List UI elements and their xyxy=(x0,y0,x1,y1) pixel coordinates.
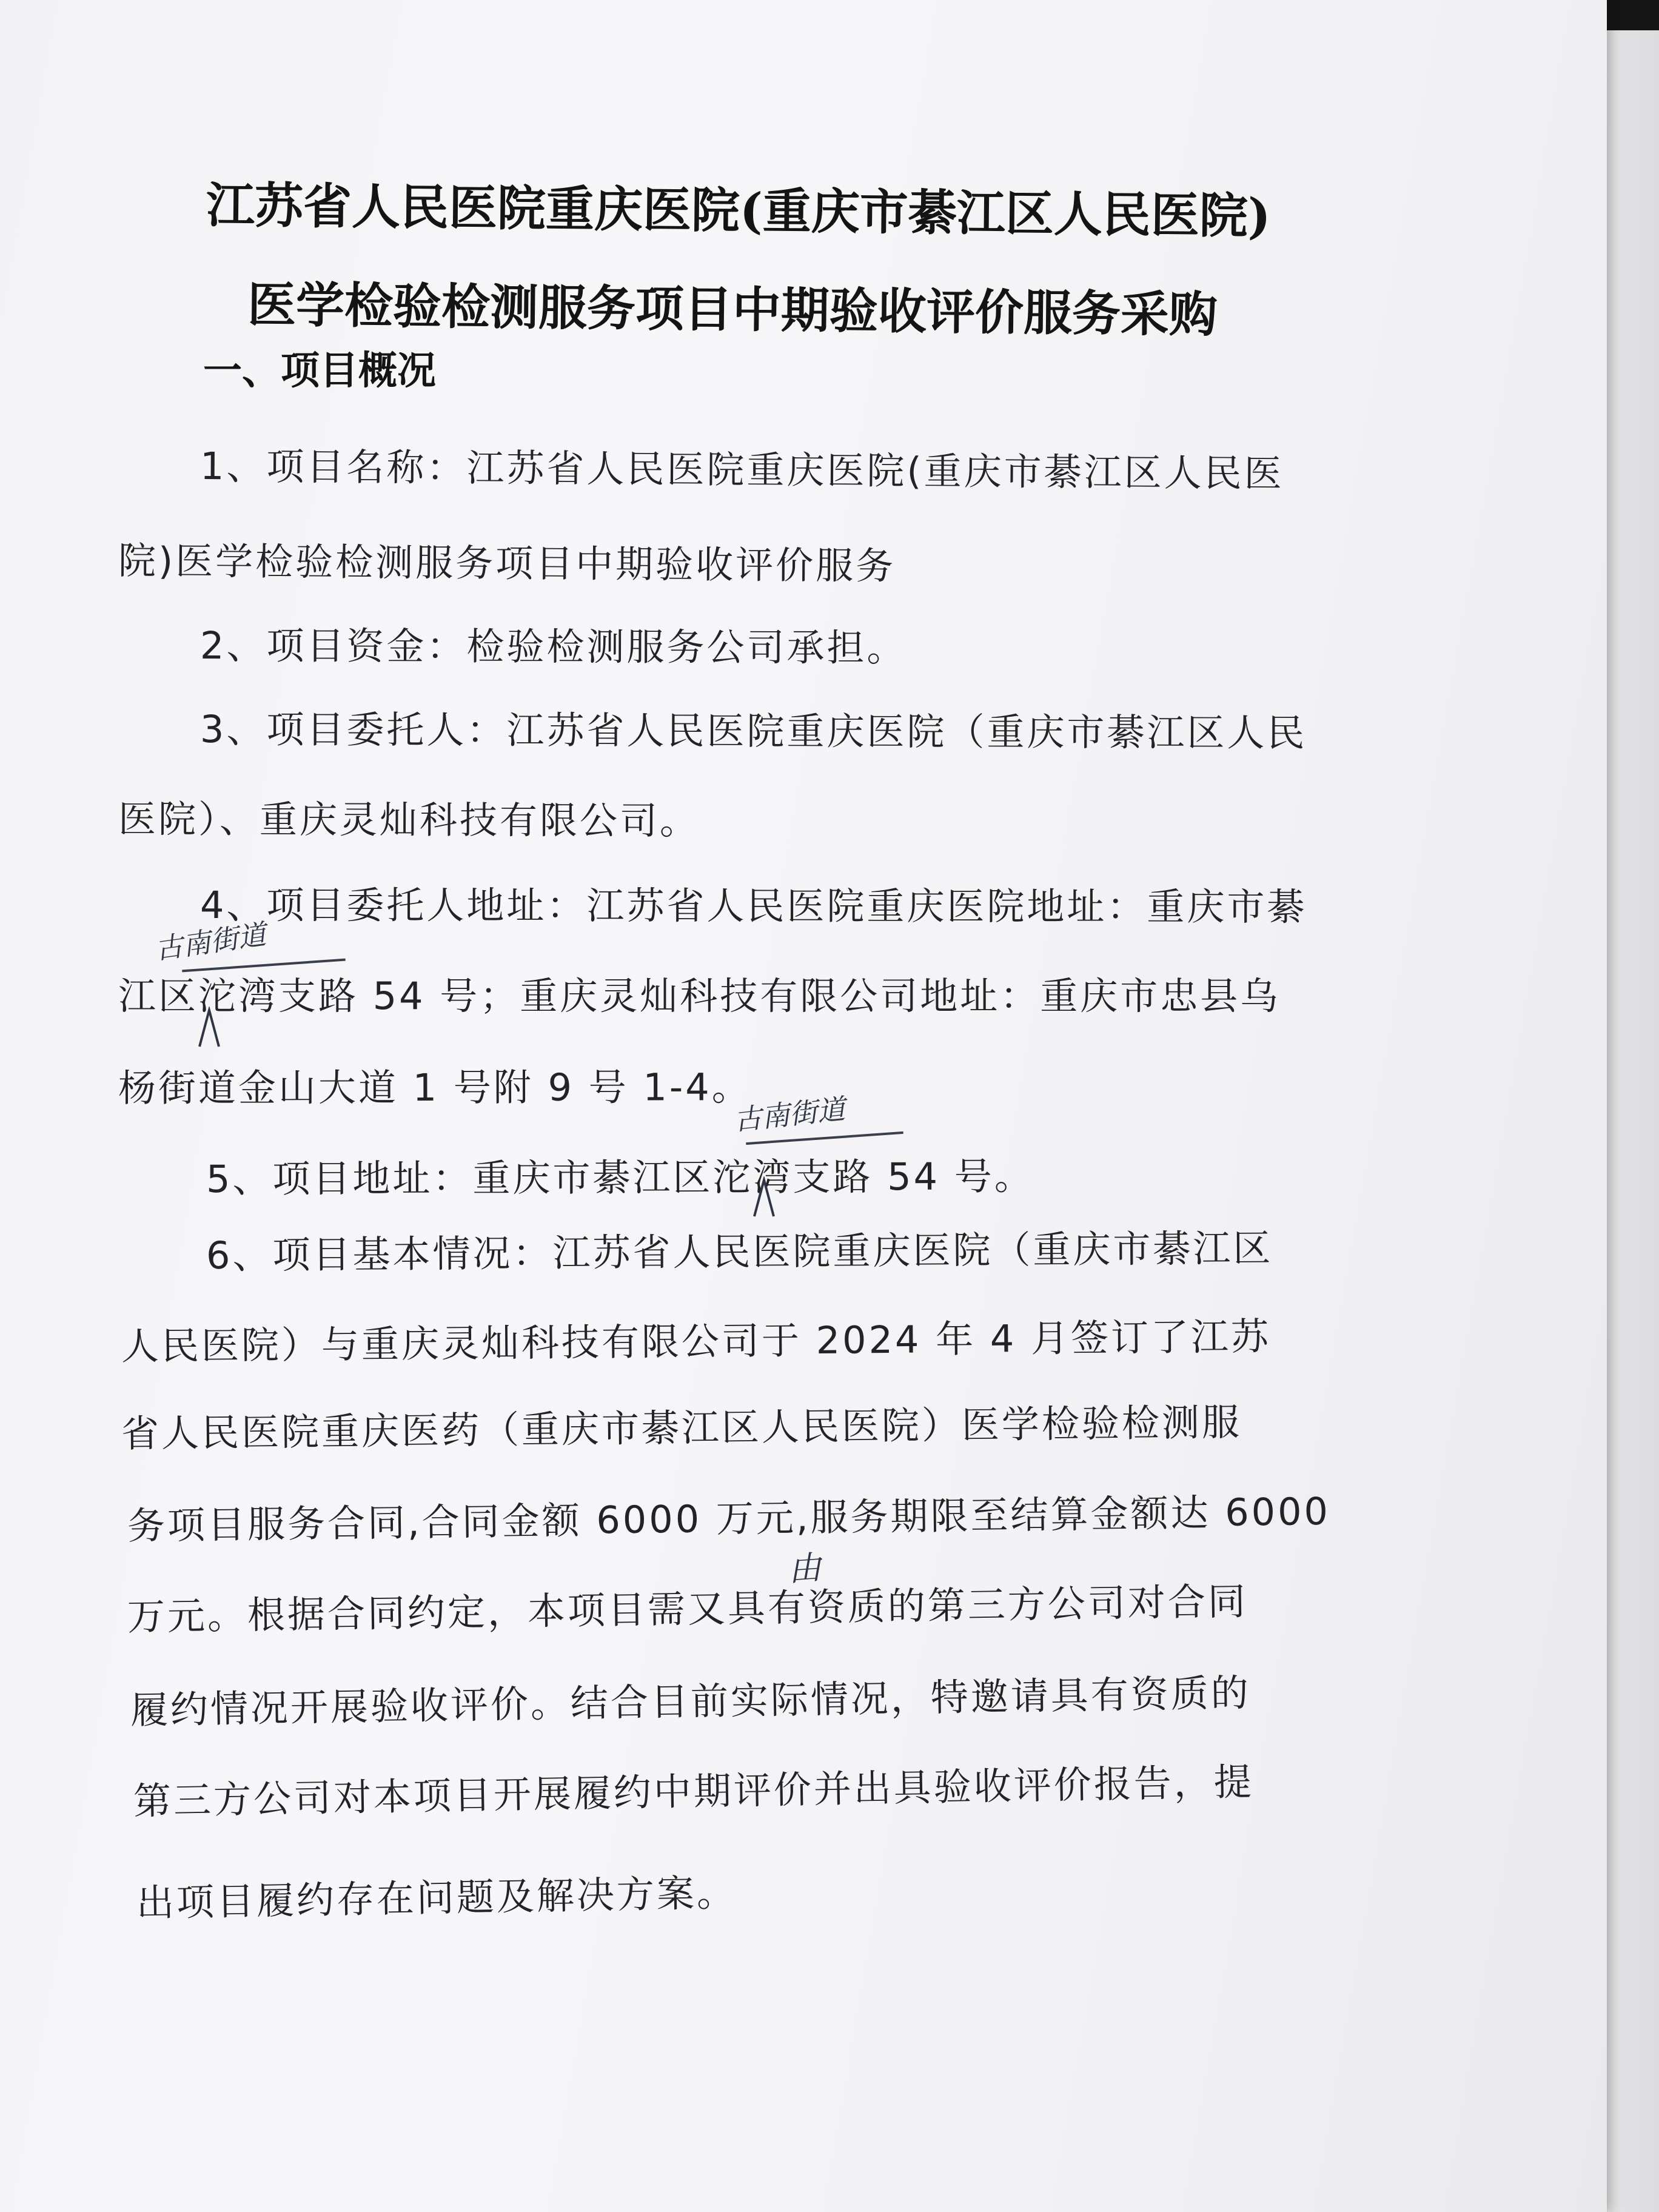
underline-stroke-1 xyxy=(182,959,346,973)
text-line-2: 院)医学检验检测服务项目中期验收评价服务 xyxy=(118,538,896,588)
document-title-line-1: 江苏省人民医院重庆医院(重庆市綦江区人民医院) xyxy=(206,176,1272,245)
text-line-5: 医院）、重庆灵灿科技有限公司。 xyxy=(118,797,700,843)
text-line-6: 4、项目委托人地址：江苏省人民医院重庆医院地址：重庆市綦 xyxy=(199,883,1307,930)
section-heading: 一、项目概况 xyxy=(203,349,436,394)
text-line-16: 第三方公司对本项目开展履约中期评价并出具验收评价报告，提 xyxy=(133,1759,1255,1823)
text-line-13: 务项目服务合同,合同金额 6000 万元,服务期限至结算金额达 6000 xyxy=(127,1489,1331,1548)
text-line-3: 2、项目资金：检验检测服务公司承担。 xyxy=(199,623,907,671)
text-line-10: 6、项目基本情况：江苏省人民医院重庆医院（重庆市綦江区 xyxy=(206,1225,1273,1278)
text-line-1: 1、项目名称：江苏省人民医院重庆医院(重庆市綦江区人民医 xyxy=(199,444,1284,496)
text-line-14: 万元。根据合同约定，本项目需又具有资质的第三方公司对合同 xyxy=(127,1579,1248,1639)
text-line-17: 出项目履约存在问题及解决方案。 xyxy=(136,1870,737,1925)
text-line-9: 5、项目地址：重庆市綦江区沱湾支路 54 号。 xyxy=(206,1154,1034,1201)
handwritten-note-address-1: 古南街道 xyxy=(153,917,268,966)
handwritten-note-address-2: 古南街道 xyxy=(732,1092,847,1137)
insertion-caret-1 xyxy=(197,1007,221,1049)
insertion-caret-2 xyxy=(752,1176,776,1219)
text-line-15: 履约情况开展验收评价。结合目前实际情况，特邀请具有资质的 xyxy=(130,1670,1252,1732)
text-line-4: 3、项目委托人：江苏省人民医院重庆医院（重庆市綦江区人民 xyxy=(199,707,1307,756)
underline-stroke-2 xyxy=(746,1131,903,1145)
text-line-7: 江区沱湾支路 54 号；重庆灵灿科技有限公司地址：重庆市忠县乌 xyxy=(118,974,1281,1018)
text-line-8: 杨街道金山大道 1 号附 9 号 1-4。 xyxy=(118,1065,752,1110)
text-line-11: 人民医院）与重庆灵灿科技有限公司于 2024 年 4 月签订了江苏 xyxy=(121,1314,1272,1369)
handwritten-correction: 由 xyxy=(786,1548,823,1589)
text-line-12: 省人民医院重庆医药（重庆市綦江区人民医院）医学检验检测服 xyxy=(121,1399,1242,1456)
document-title-line-2: 医学检验检测服务项目中期验收评价服务采购 xyxy=(247,276,1218,343)
